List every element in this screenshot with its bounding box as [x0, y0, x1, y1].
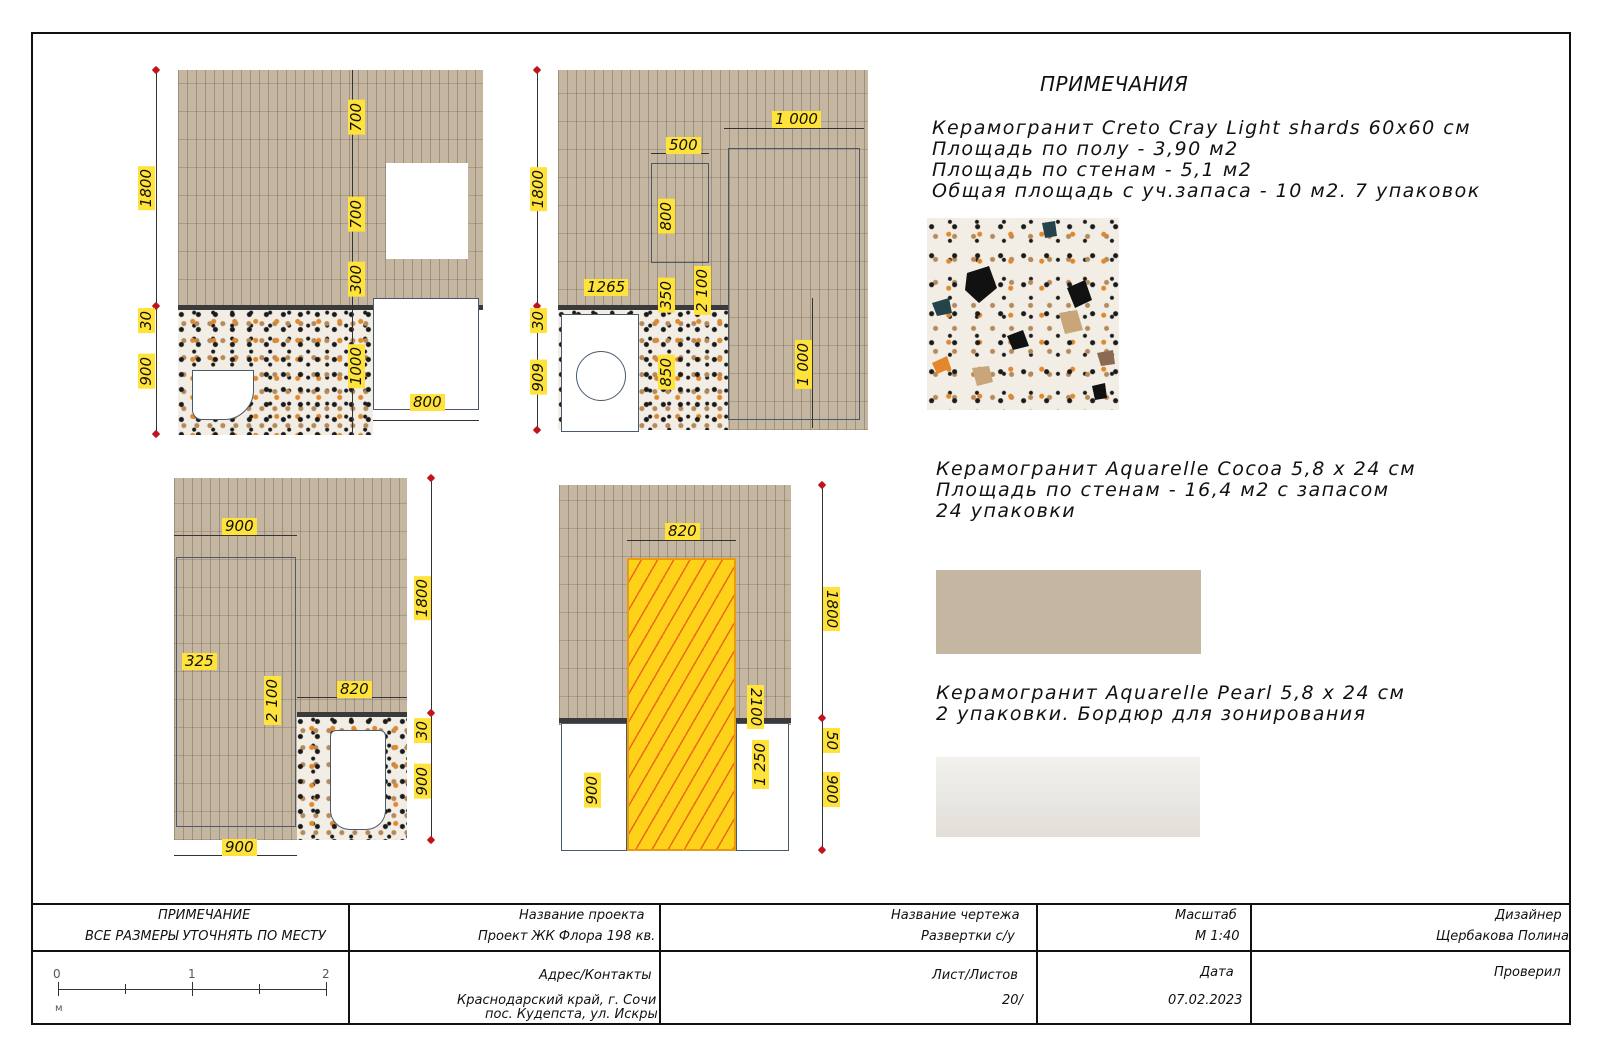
terrazzo-swatch	[927, 218, 1119, 410]
scale-tick-0: 0	[53, 967, 61, 981]
dim-label: 1000	[348, 344, 365, 388]
drawing-label: Название чертежа	[891, 908, 1020, 923]
dim-label: 2100	[747, 685, 764, 729]
dim-label: 700	[348, 197, 365, 232]
date-label: Дата	[1200, 965, 1234, 980]
dim-label: 325	[182, 653, 217, 670]
material2-note	[936, 459, 1416, 522]
material3-note	[936, 683, 1405, 725]
dim-label: 900	[138, 354, 155, 389]
designer-label: Дизайнер	[1495, 908, 1562, 923]
pearl-swatch	[936, 757, 1200, 837]
dim-label: 300	[348, 262, 365, 297]
scale-label: Масштаб	[1175, 908, 1237, 923]
note-label: ПРИМЕЧАНИЕ	[158, 908, 251, 923]
dim-label: 900	[823, 772, 840, 807]
dim-label: 800	[658, 199, 675, 234]
dim-label: 820	[665, 523, 700, 540]
dim-label: 1 000	[772, 111, 821, 128]
designer-value: Щербакова Полина	[1436, 929, 1569, 944]
note-line: Керамогранит Aquarelle Pearl 5,8 х 24 см	[936, 682, 1406, 704]
dim-label: 2 100	[694, 266, 711, 315]
dim-label: 820	[337, 681, 372, 698]
notes-title: ПРИМЕЧАНИЯ	[1040, 72, 1189, 96]
project-value: Проект ЖК Флора 198 кв.	[478, 929, 656, 944]
project-label: Название проекта	[519, 908, 645, 923]
scale-tick-2: 2	[322, 967, 330, 981]
dim-label: 1800	[138, 166, 155, 210]
scale-unit: м	[55, 1003, 63, 1014]
scale-tick-1: 1	[188, 967, 196, 981]
dim-label: 500	[666, 137, 701, 154]
dim-label: 1800	[414, 576, 431, 620]
dim-label: 900	[222, 839, 257, 856]
note-text: ВСЕ РАЗМЕРЫ УТОЧНЯТЬ ПО МЕСТУ	[85, 929, 326, 944]
dim-label: 1 000	[795, 340, 812, 389]
dim-label: 30	[530, 308, 547, 333]
dim-label: 850	[658, 355, 675, 390]
mirror	[386, 163, 468, 259]
note-line: 2 упаковки. Бордюр для зонирования	[936, 703, 1367, 725]
toilet	[330, 730, 386, 830]
dim-label: 900	[584, 773, 601, 808]
dim-label: 30	[414, 718, 431, 743]
date-value: 07.02.2023	[1168, 993, 1243, 1008]
scale-value: М 1:40	[1195, 929, 1240, 944]
dim-label: 900	[222, 518, 257, 535]
dim-label: 909	[530, 360, 547, 395]
note-line: Керамогранит Creto Cray Light shards 60х60 см	[932, 117, 1472, 139]
material1-note	[932, 118, 1481, 202]
dim-label: 900	[414, 764, 431, 799]
dim-label: 350	[658, 278, 675, 313]
washing-machine	[561, 314, 639, 432]
title-block	[31, 903, 1571, 1025]
sheet-label: Лист/Листов	[932, 968, 1018, 983]
note-line: Общая площадь с уч.запаса - 10 м2. 7 упаковок	[932, 180, 1481, 202]
note-line: 24 упаковки	[936, 500, 1077, 522]
dim-label: 700	[348, 100, 365, 135]
note-line: Площадь по стенам - 16,4 м2 с запасом	[936, 479, 1390, 501]
sheet-value: 20/	[1002, 993, 1023, 1008]
note-line: Площадь по стенам - 5,1 м2	[932, 159, 1253, 181]
dim-label: 1265	[584, 279, 628, 296]
dim-label: 30	[138, 308, 155, 333]
cocoa-swatch	[936, 570, 1201, 654]
dim-label: 50	[823, 728, 840, 753]
address-line2: пос. Кудепста, ул. Искры	[485, 1007, 658, 1022]
address-line1: Краснодарский край, г. Сочи	[457, 993, 657, 1008]
dim-label: 2 100	[264, 676, 281, 725]
note-line: Керамогранит Aquarelle Cocoa 5,8 х 24 см	[936, 458, 1417, 480]
door	[627, 558, 736, 851]
dim-label: 800	[410, 394, 445, 411]
dim-label: 1800	[823, 587, 840, 631]
note-line: Площадь по полу - 3,90 м2	[932, 138, 1239, 160]
drawing-value: Развертки с/у	[921, 929, 1015, 944]
checked-label: Проверил	[1494, 965, 1561, 980]
dim-label: 1800	[530, 167, 547, 211]
dim-label: 1 250	[752, 740, 769, 789]
address-label: Адрес/Контакты	[539, 968, 652, 983]
